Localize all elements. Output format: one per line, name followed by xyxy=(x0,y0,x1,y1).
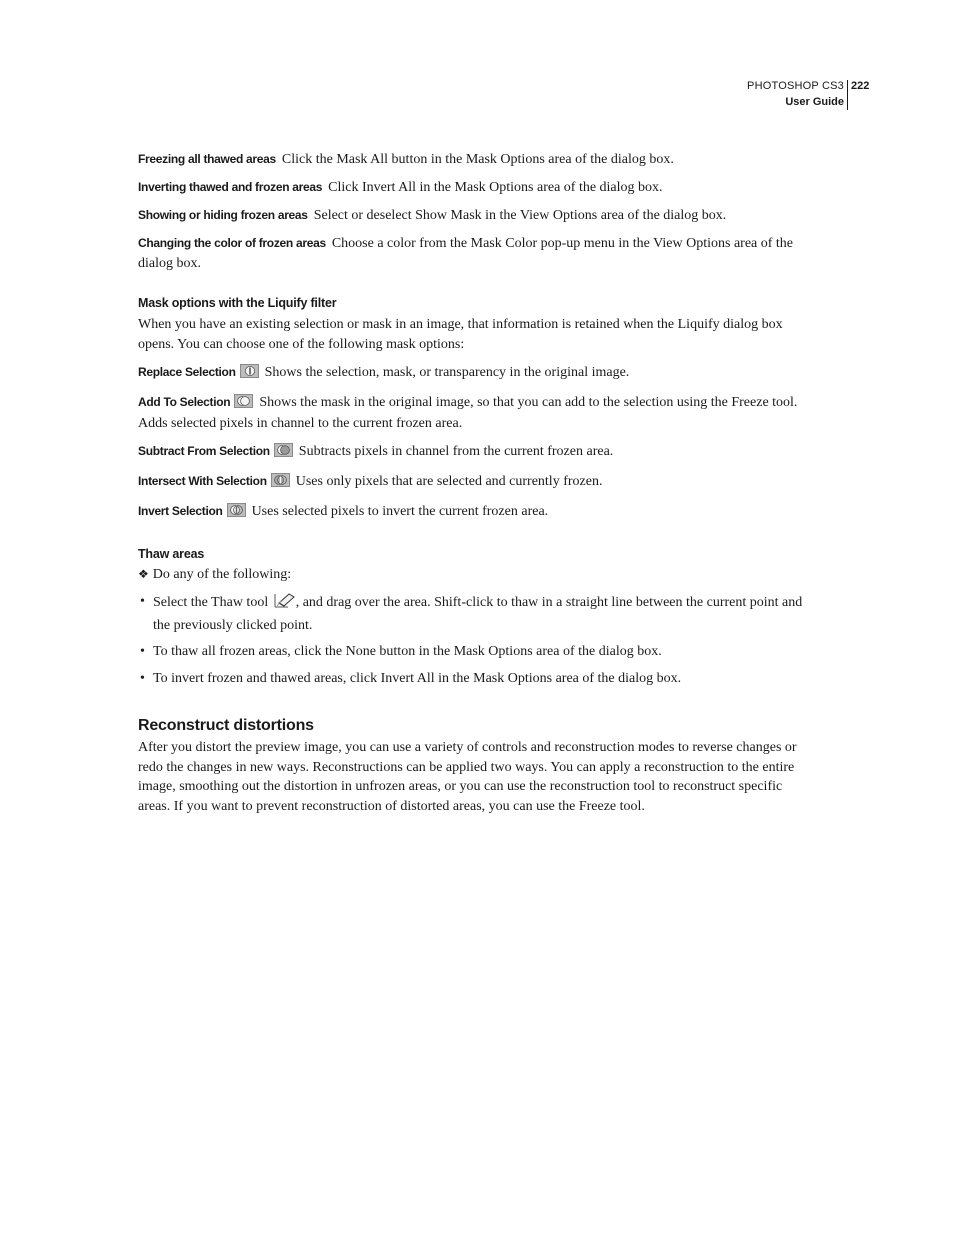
intro-text: Select or deselect Show Mask in the View Options area of the dialog box. xyxy=(313,208,727,223)
invert-selection-icon xyxy=(227,503,246,524)
mask-option-term: Add To Selection xyxy=(138,394,231,409)
mask-option-text: Shows the selection, mask, or transparency in the original image. xyxy=(264,364,630,380)
intro-text: Click Invert All in the Mask Options area of the dialog box. xyxy=(328,180,663,195)
mask-option-term: Invert Selection xyxy=(138,504,223,518)
mask-option-item xyxy=(138,502,816,524)
mask-option-term: Intersect With Selection xyxy=(138,474,267,488)
mask-option-item xyxy=(138,472,816,494)
reconstruct-heading: Reconstruct distortions xyxy=(138,717,314,734)
list-item xyxy=(138,642,816,662)
bullet-icon: • xyxy=(140,670,145,686)
thaw-tool-icon xyxy=(274,592,296,616)
mask-option-text: Shows the mask in the original image, so that you can add to the selection using the Freeze tool. Adds selected pixels in channel to the current frozen area. xyxy=(138,394,798,431)
intro-item xyxy=(138,178,816,198)
intro-term: Changing the color of frozen areas xyxy=(138,236,326,250)
running-header xyxy=(747,78,844,110)
mask-options-intro: When you have an existing selection or mask in an image, that information is retained when the Liquify dialog box opens. You can choose one of the following mask options: xyxy=(138,317,783,352)
page-content xyxy=(138,150,816,816)
bullet-text-before: Select the Thaw tool xyxy=(153,595,269,610)
mask-option-text: Subtracts pixels in channel from the current frozen area. xyxy=(298,444,614,459)
reconstruct-body: After you distort the preview image, you can use a variety of controls and reconstruction modes to reverse changes or redo the changes in new ways. Reconstructions can be applied two ways. You can apply a reconstruction to the entire image, smoothing out the distortion in unfrozen areas, or you can use the reconstruction tool to reconstruct specific areas. If you want to prevent reconstruction of distorted areas, you can use the Freeze tool. xyxy=(138,740,797,814)
list-item xyxy=(138,592,816,635)
intro-term: Inverting thawed and frozen areas xyxy=(138,180,323,194)
bullet-text: To invert frozen and thawed areas, click Invert All in the Mask Options area of the dialog box. xyxy=(153,670,682,686)
mask-option-item xyxy=(138,393,816,434)
mask-option-term: Subtract From Selection xyxy=(138,444,270,458)
intro-term: Freezing all thawed areas xyxy=(138,152,276,166)
subtract-from-selection-icon xyxy=(274,443,293,464)
thaw-step xyxy=(138,565,816,585)
book-title: PHOTOSHOP CS3 xyxy=(747,80,844,92)
bullet-text: To thaw all frozen areas, click the None button in the Mask Options area of the dialog box. xyxy=(153,644,662,659)
intersect-with-selection-icon xyxy=(271,473,290,494)
intro-item xyxy=(138,234,816,273)
add-to-selection-icon xyxy=(234,394,253,415)
replace-selection-icon xyxy=(240,364,259,385)
intro-term: Showing or hiding frozen areas xyxy=(138,208,308,222)
bullet-text-after: , and drag over the area. Shift-click to thaw in a straight line between the current point and the previously clicked point. xyxy=(153,595,803,633)
mask-option-text: Uses only pixels that are selected and currently frozen. xyxy=(295,474,603,489)
mask-option-term: Replace Selection xyxy=(138,364,236,379)
step-diamond-icon: ❖ xyxy=(138,566,149,581)
mask-options-heading: Mask options with the Liquify filter xyxy=(138,296,337,310)
bullet-icon: • xyxy=(140,594,145,609)
mask-option-item xyxy=(138,363,816,385)
thaw-areas-heading: Thaw areas xyxy=(138,546,205,561)
bullet-icon: • xyxy=(140,644,145,659)
list-item xyxy=(138,669,816,689)
intro-text: Click the Mask All button in the Mask Options area of the dialog box. xyxy=(281,152,674,167)
mask-option-text: Uses selected pixels to invert the current frozen area. xyxy=(251,504,549,519)
intro-item xyxy=(138,150,816,170)
header-divider xyxy=(847,80,848,110)
mask-option-item xyxy=(138,442,816,464)
intro-text: Choose a color from the Mask Color pop-up menu in the View Options area of the dialog box. xyxy=(138,236,794,271)
guide-title: User Guide xyxy=(785,96,844,108)
intro-item xyxy=(138,206,816,226)
thaw-bullet-list xyxy=(138,592,816,688)
thaw-step-text: Do any of the following: xyxy=(152,566,292,582)
page-number: 222 xyxy=(851,80,870,92)
